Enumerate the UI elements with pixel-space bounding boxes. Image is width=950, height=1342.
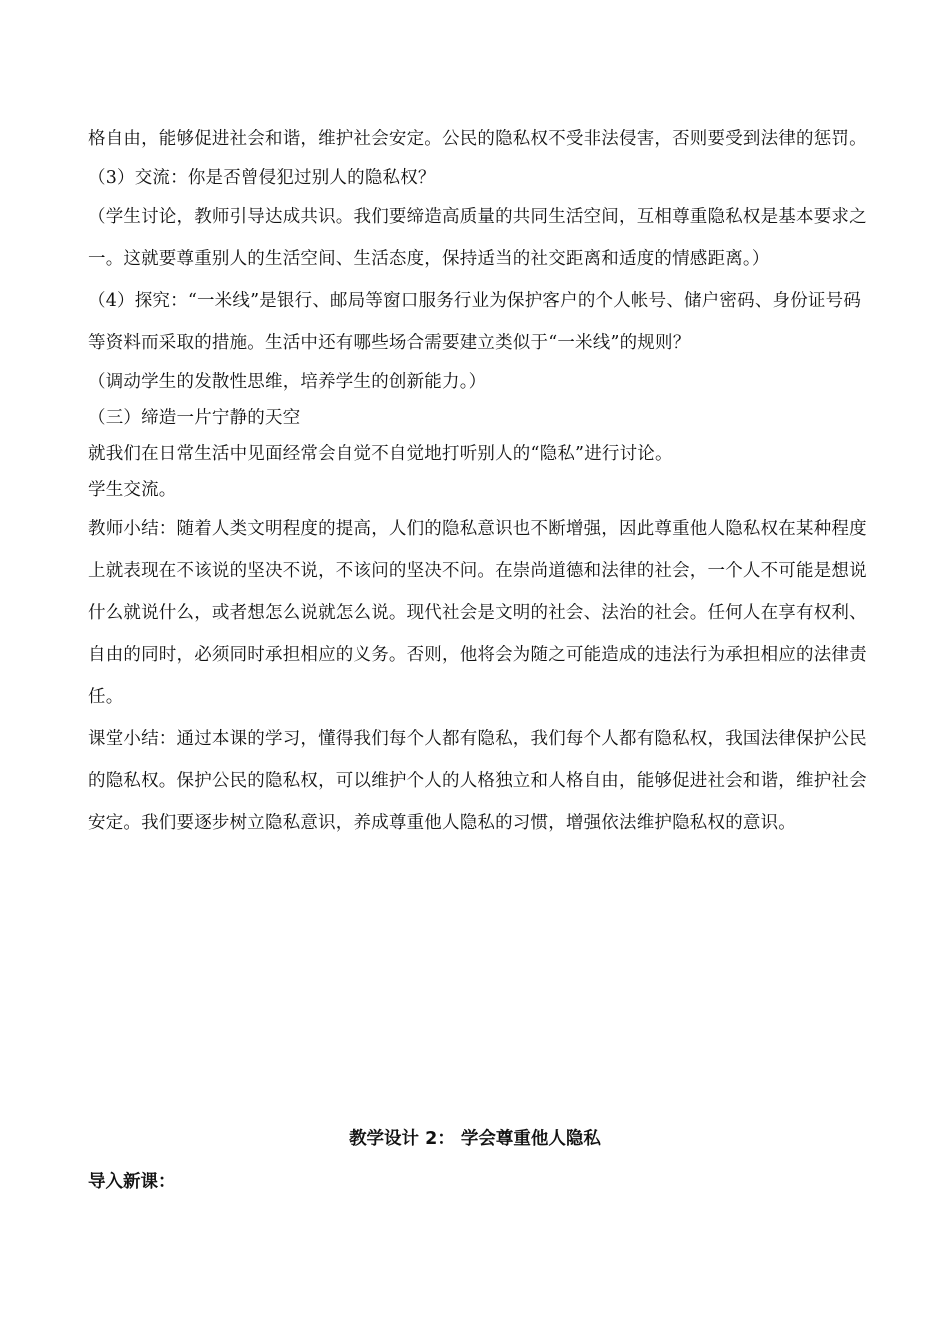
paragraph-exchange-question: （3）交流：你是否曾侵犯过别人的隐私权？ xyxy=(88,168,436,188)
paragraph-discussion-note: （学生讨论，教师引导达成共识。我们要缔造高质量的共同生活空间，互相尊重隐私权是基本要求之一。这就要尊重别人的生活空间、生活态度，保持适当的社交距离和适度的情感距离。） xyxy=(88,207,867,269)
paragraph-continuation: 格自由，能够促进社会和谐，维护社会安定。公民的隐私权不受非法侵害，否则要受到法律的惩罚。 xyxy=(88,129,867,149)
document-body xyxy=(88,118,868,844)
section-title: 教学设计 2： 学会尊重他人隐私 xyxy=(349,1129,601,1149)
paragraph-section-three-heading: （三）缔造一片宁静的天空 xyxy=(88,408,301,428)
paragraph-daily-life-privacy: 就我们在日常生活中见面经常会自觉不自觉地打听别人的“隐私”进行讨论。 xyxy=(88,444,673,464)
paragraph-class-summary: 课堂小结：通过本课的学习，懂得我们每个人都有隐私，我们每个人都有隐私权，我国法律保护公民的隐私权。保护公民的隐私权，可以维护个人的人格独立和人格自由，能够促进社会和谐，维护社会安定。我们要逐步树立隐私意识，养成尊重他人隐私的习惯，增强依法维护隐私权的意识。 xyxy=(88,729,867,833)
paragraph-teacher-summary: 教师小结：随着人类文明程度的提高，人们的隐私意识也不断增强，因此尊重他人隐私权在某种程度上就表现在不该说的坚决不说，不该问的坚决不问。在崇尚道德和法律的社会，一个人不可能是想说什么就说什么，或者想怎么说就怎么说。现代社会是文明的社会、法治的社会。任何人在享有权利、自由的同时，必须同时承担相应的义务。否则，他将会为随之可能造成的违法行为承担相应的法律责任。 xyxy=(88,519,867,707)
section-subtitle: 导入新课： xyxy=(88,1172,176,1192)
paragraph-explore-one-meter-line: （4）探究：“一米线”是银行、邮局等窗口服务行业为保护客户的个人帐号、储户密码、身份证号码等资料而采取的措施。生活中还有哪些场合需要建立类似于“一米线”的规则？ xyxy=(88,291,862,353)
paragraph-student-exchange: 学生交流。 xyxy=(88,480,177,500)
paragraph-divergent-thinking-note: （调动学生的发散性思维，培养学生的创新能力。） xyxy=(88,372,487,392)
